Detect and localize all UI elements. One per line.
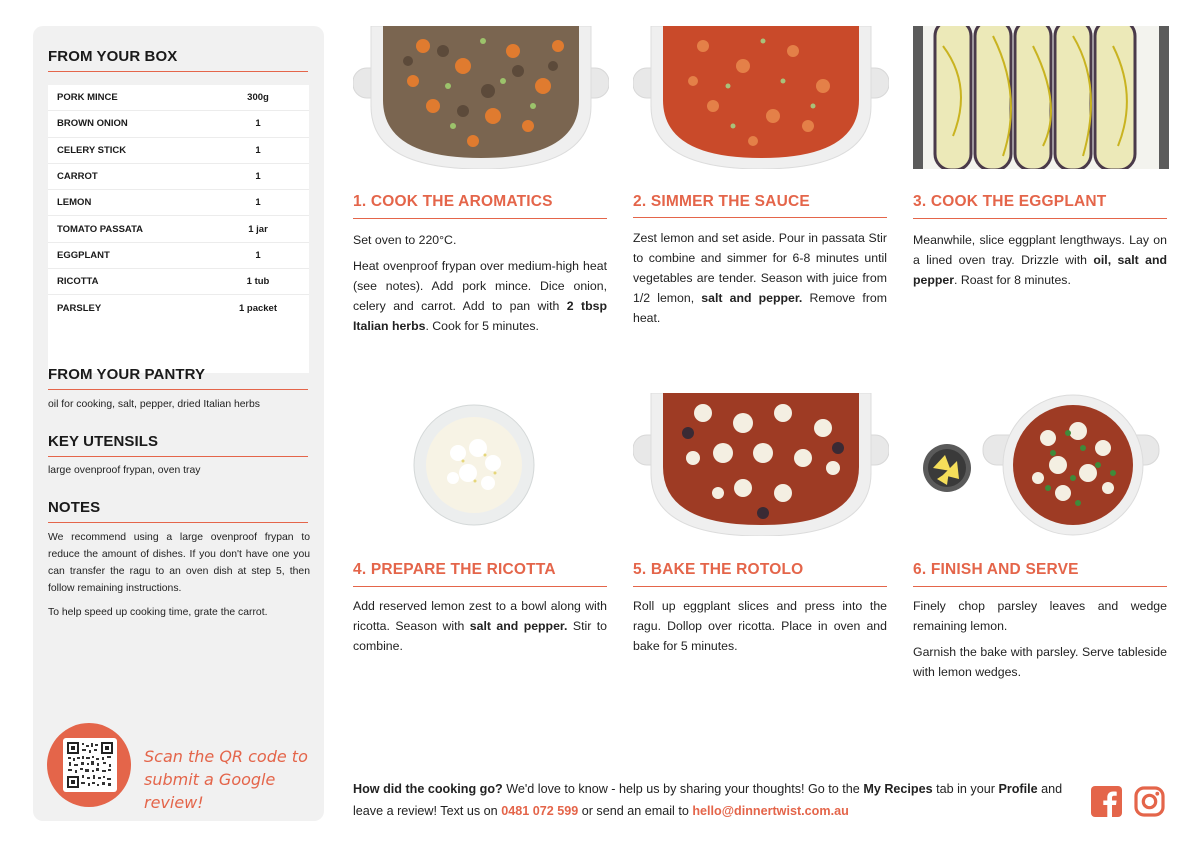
- divider: [48, 389, 308, 390]
- ingredient-row: [48, 111, 309, 137]
- feedback-footer: [353, 778, 1068, 822]
- ingredient-row: [48, 243, 309, 269]
- instagram-icon[interactable]: [1134, 786, 1165, 817]
- step-6-paragraph-1: Finely chop parsley leaves and wedge remaining lemon.: [913, 599, 1167, 633]
- footer-text: or send an email to: [578, 804, 693, 818]
- ingredient-name: LEMON: [57, 197, 92, 209]
- step-5-title: 5. BAKE THE ROTOLO: [633, 561, 804, 578]
- ingredient-qty: 1 tub: [246, 276, 270, 288]
- ingredients-table: [48, 85, 309, 373]
- footer-text: tab in your: [932, 782, 999, 796]
- step-2-paragraph-1: [633, 228, 887, 328]
- footer-text: We'd love to know - help us by sharing your thoughts! Go to the: [502, 782, 864, 796]
- divider: [913, 218, 1167, 219]
- notes-title: NOTES: [48, 499, 101, 516]
- divider: [633, 586, 887, 587]
- step-2-text: Remove from heat.: [633, 291, 887, 325]
- divider: [48, 456, 308, 457]
- step-3-title: 3. COOK THE EGGPLANT: [913, 193, 1107, 210]
- profile-link[interactable]: Profile: [998, 782, 1038, 796]
- step-4-bold: salt and pepper.: [469, 619, 568, 633]
- step-1-paragraph-2: [353, 256, 607, 336]
- step-4-text: Add reserved lemon zest to a bowl along with ricotta. Season with: [353, 599, 607, 633]
- footer-text: and leave a review! Text us on: [353, 782, 1063, 818]
- step-1-paragraph-1: Set oven to 220°C.: [353, 233, 457, 247]
- divider: [353, 218, 607, 219]
- step-5-paragraph-1: Roll up eggplant slices and press into the ragu. Dollop over ricotta. Place in oven and bake for 5 minutes.: [633, 599, 887, 653]
- ingredient-qty: 1: [255, 118, 261, 130]
- notes-paragraph-2: To help speed up cooking time, grate the carrot.: [48, 607, 268, 618]
- ingredient-row: [48, 85, 309, 111]
- divider: [633, 217, 887, 218]
- step-2-body: [633, 228, 887, 334]
- step-4-text: Stir to combine.: [353, 619, 607, 653]
- step-4-title: 4. PREPARE THE RICOTTA: [353, 561, 556, 578]
- ingredient-name: BROWN ONION: [57, 118, 128, 130]
- step-6-title: 6. FINISH AND SERVE: [913, 561, 1079, 578]
- step-3-paragraph-1: [913, 230, 1167, 290]
- step-1-body: [353, 230, 607, 342]
- divider: [353, 586, 607, 587]
- ingredient-row: [48, 269, 309, 295]
- ingredient-name: EGGPLANT: [57, 249, 110, 261]
- qr-text-line-1: Scan the QR code to: [144, 747, 308, 766]
- step-3-text: . Roast for 8 minutes.: [954, 273, 1071, 287]
- qr-review-text: [144, 745, 314, 814]
- step-6-paragraph-2: Garnish the bake with parsley. Serve tableside with lemon wedges.: [913, 645, 1167, 679]
- step-1-bold: 2 tbsp Italian herbs: [353, 299, 607, 333]
- step-3-text: Meanwhile, slice eggplant lengthways. Lay on a lined oven tray. Drizzle with: [913, 233, 1167, 267]
- ingredients-sidebar: [33, 26, 324, 821]
- ingredient-name: PARSLEY: [57, 303, 102, 315]
- ingredient-row: [48, 190, 309, 216]
- ingredient-row: [48, 138, 309, 164]
- step-2-bold: salt and pepper.: [701, 291, 803, 305]
- ingredient-qty: 1: [255, 144, 261, 156]
- step-3-bold: oil, salt and pepper: [913, 253, 1167, 287]
- ingredient-qty: 1: [255, 197, 261, 209]
- ingredient-qty: 1 packet: [238, 303, 278, 315]
- divider: [913, 586, 1167, 587]
- ingredient-row: [48, 164, 309, 190]
- my-recipes-link[interactable]: My Recipes: [863, 782, 933, 796]
- phone-link[interactable]: 0481 072 599: [501, 804, 579, 818]
- step-3-body: [913, 230, 1167, 296]
- step-1-pan-mince-image: [353, 26, 609, 169]
- step-5-baked-rotolo-image: [633, 393, 889, 536]
- step-6-body: [913, 596, 1167, 688]
- step-3-eggplant-tray-image: [913, 26, 1169, 169]
- step-5-body: [633, 596, 887, 662]
- step-6-finished-dish-image: [913, 393, 1169, 536]
- ingredient-row: [48, 216, 309, 242]
- ingredient-name: RICOTTA: [57, 276, 99, 288]
- ingredient-name: TOMATO PASSATA: [57, 223, 144, 235]
- facebook-icon[interactable]: [1091, 786, 1122, 817]
- step-4-paragraph-1: [353, 596, 607, 656]
- ingredient-qty: 300g: [247, 92, 269, 104]
- step-2-pan-sauce-image: [633, 26, 889, 169]
- qr-code-badge[interactable]: [47, 723, 131, 807]
- qr-code-icon[interactable]: [63, 738, 117, 792]
- qr-text-line-2: submit a Google review!: [144, 770, 276, 812]
- notes-paragraph-1: We recommend using a large ovenproof frypan to reduce the amount of dishes. If you don't have one you can transfer the ragu to an oven dish at step 5, then follow remaining instructions.: [48, 532, 310, 594]
- ingredient-name: CELERY STICK: [57, 144, 127, 156]
- ingredient-qty: 1: [255, 249, 261, 261]
- divider: [48, 71, 308, 72]
- from-your-box-title: FROM YOUR BOX: [48, 48, 178, 65]
- footer-question: How did the cooking go?: [353, 782, 503, 796]
- step-4-ricotta-bowl-image: [353, 393, 609, 536]
- step-2-title: 2. SIMMER THE SAUCE: [633, 193, 810, 210]
- step-4-body: [353, 596, 607, 662]
- from-your-pantry-title: FROM YOUR PANTRY: [48, 366, 206, 383]
- step-2-text: Zest lemon and set aside. Pour in passata Stir to combine and simmer for 6-8 minutes until vegetables are tender. Season with juice from 1/2 lemon,: [633, 231, 887, 305]
- utensils-text: large ovenproof frypan, oven tray: [48, 465, 201, 476]
- ingredient-row: [48, 295, 309, 321]
- pantry-text: oil for cooking, salt, pepper, dried Italian herbs: [48, 399, 260, 410]
- divider: [48, 522, 308, 523]
- ingredient-name: CARROT: [57, 171, 98, 183]
- step-1-title: 1. COOK THE AROMATICS: [353, 193, 553, 210]
- step-1-text: . Cook for 5 minutes.: [425, 319, 539, 333]
- key-utensils-title: KEY UTENSILS: [48, 433, 159, 450]
- email-link[interactable]: hello@dinnertwist.com.au: [692, 804, 849, 818]
- step-1-text: Heat ovenproof frypan over medium-high heat (see notes). Add pork mince. Dice onion, celery and carrot. Add to pan with: [353, 259, 607, 313]
- ingredient-qty: 1: [255, 171, 261, 183]
- ingredient-qty: 1 jar: [248, 223, 268, 235]
- ingredient-name: PORK MINCE: [57, 92, 118, 104]
